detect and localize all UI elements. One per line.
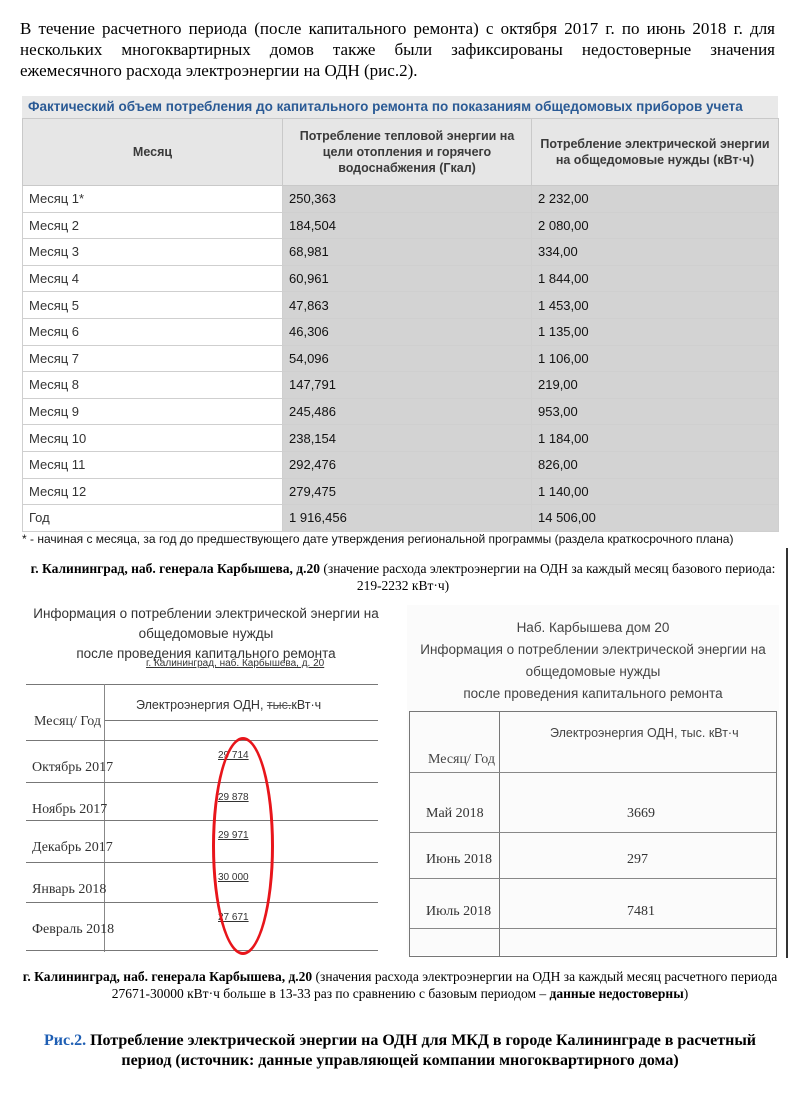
figure-label: Рис.2. xyxy=(43,1032,87,1049)
rule xyxy=(26,684,378,685)
doc-left-column-header xyxy=(136,698,321,712)
cell-electricity: 1 140,00 xyxy=(532,478,779,505)
table-row xyxy=(23,478,779,505)
cell-electricity: 2 232,00 xyxy=(532,186,779,213)
table-row xyxy=(23,505,779,532)
cell-electricity: 953,00 xyxy=(532,398,779,425)
doc-left-month: Ноябрь 2017 xyxy=(32,802,108,817)
doc-left-value: 29 878 xyxy=(218,792,249,803)
table-footnote: * - начиная с месяца, за год до предшествующего дате утверждения региональной программы (раздела краткосрочного плана) xyxy=(22,532,734,546)
row-rule xyxy=(26,782,378,783)
struck-text: тыс. xyxy=(266,698,292,712)
column-rule xyxy=(499,712,500,956)
doc-left-title-line2: после проведения капитального ремонта xyxy=(76,646,336,661)
row-rule xyxy=(410,832,776,833)
caption-address: г. Калининград, наб. генерала Карбышева, д.20 xyxy=(22,969,313,984)
doc-left-value: 29 971 xyxy=(218,830,249,841)
row-rule xyxy=(410,878,776,879)
cell-heat: 46,306 xyxy=(283,318,532,345)
doc-left-table xyxy=(26,684,378,954)
cell-heat: 60,961 xyxy=(283,265,532,292)
header-electricity: Потребление электрической энергии на общедомовые нужды (кВт·ч) xyxy=(532,119,779,186)
cell-heat: 250,363 xyxy=(283,186,532,213)
cell-month: Месяц 11 xyxy=(23,451,283,478)
cell-month: Месяц 3 xyxy=(23,239,283,266)
cell-month: Год xyxy=(23,505,283,532)
col-header-unit: кВт·ч xyxy=(291,698,322,712)
cell-heat: 147,791 xyxy=(283,372,532,399)
doc-right-title-line3: после проведения капитального ремонта xyxy=(463,686,723,701)
cell-electricity: 1 106,00 xyxy=(532,345,779,372)
cell-heat: 292,476 xyxy=(283,451,532,478)
doc-left-value: 27 671 xyxy=(218,912,249,923)
cell-month: Месяц 7 xyxy=(23,345,283,372)
consumption-table-before-repair xyxy=(22,96,778,532)
cell-month: Месяц 5 xyxy=(23,292,283,319)
row-rule xyxy=(26,862,378,863)
doc-right-title-line2: Информация о потреблении электрической энергии на общедомовые нужды xyxy=(420,642,766,679)
column-rule xyxy=(104,684,105,952)
consumption-table xyxy=(22,118,779,532)
table-row xyxy=(23,372,779,399)
row-rule xyxy=(26,820,378,821)
cell-heat: 279,475 xyxy=(283,478,532,505)
cell-electricity: 1 135,00 xyxy=(532,318,779,345)
red-highlight-oval xyxy=(212,737,274,955)
doc-right-title-line1: Наб. Карбышева дом 20 xyxy=(516,620,670,635)
doc-right-table xyxy=(409,711,777,957)
cell-month: Месяц 9 xyxy=(23,398,283,425)
col-header-text: Электроэнергия ОДН, xyxy=(136,698,267,712)
table-row xyxy=(23,265,779,292)
cell-electricity: 1 844,00 xyxy=(532,265,779,292)
table-row xyxy=(23,425,779,452)
cell-month: Месяц 4 xyxy=(23,265,283,292)
table-row xyxy=(23,398,779,425)
doc-left-value: 29 714 xyxy=(218,750,249,761)
header-heat: Потребление тепловой энергии на цели отопления и горячего водоснабжения (Гкал) xyxy=(283,119,532,186)
table-row xyxy=(23,318,779,345)
cell-electricity: 14 506,00 xyxy=(532,505,779,532)
caption-base-period xyxy=(18,560,788,594)
cell-month: Месяц 6 xyxy=(23,318,283,345)
caption-close: ) xyxy=(683,986,689,1001)
row-rule xyxy=(26,740,378,741)
scan-document-right xyxy=(407,605,779,955)
caption-calc-period xyxy=(22,968,778,1002)
doc-right-month: Июнь 2018 xyxy=(426,852,492,867)
table-row xyxy=(23,292,779,319)
divider xyxy=(786,548,788,958)
cell-heat: 184,504 xyxy=(283,212,532,239)
caption-text: (значения расхода электроэнергии на ОДН за каждый месяц расчетного периода 27671-30000 кВт·ч больше в 13-33 раз по сравнению с базовым периодом – xyxy=(111,969,778,1001)
table-title: Фактический объем потребления до капитального ремонта по показаниям общедомовых приборов учета xyxy=(22,96,778,118)
cell-month: Месяц 10 xyxy=(23,425,283,452)
doc-left-address: г. Калининград, наб. Карбышева, д. 20 xyxy=(146,658,325,669)
table-row xyxy=(23,451,779,478)
cell-electricity: 1 453,00 xyxy=(532,292,779,319)
cell-heat: 54,096 xyxy=(283,345,532,372)
doc-right-row-header: Месяц/ Год xyxy=(428,752,495,767)
cell-electricity: 1 184,00 xyxy=(532,425,779,452)
figure-caption xyxy=(22,1031,778,1071)
cell-heat: 1 916,456 xyxy=(283,505,532,532)
cell-month: Месяц 1* xyxy=(23,186,283,213)
caption-text: (значение расхода электроэнергии на ОДН за каждый месяц базового периода: 219-2232 кВт·ч) xyxy=(320,561,776,593)
doc-right-month: Май 2018 xyxy=(426,806,484,821)
table-row xyxy=(23,186,779,213)
table-row xyxy=(23,345,779,372)
row-rule xyxy=(26,902,378,903)
caption-conclusion: данные недостоверны xyxy=(549,986,684,1001)
cell-electricity: 2 080,00 xyxy=(532,212,779,239)
figure-caption-text: Потребление электрической энергии на ОДН для МКД в городе Калининграде в расчетный период (источник: данные управляющей компании многоквартирного дома) xyxy=(86,1032,757,1069)
table-row xyxy=(23,212,779,239)
cell-month: Месяц 12 xyxy=(23,478,283,505)
doc-left-month: Февраль 2018 xyxy=(32,922,115,937)
row-rule xyxy=(410,772,776,773)
cell-heat: 245,486 xyxy=(283,398,532,425)
doc-right-value: 3669 xyxy=(627,806,655,821)
cell-month: Месяц 8 xyxy=(23,372,283,399)
table-body xyxy=(23,186,779,532)
header-month: Месяц xyxy=(23,119,283,186)
doc-right-value: 297 xyxy=(627,852,648,867)
rule xyxy=(104,720,378,721)
doc-left-value: 30 000 xyxy=(218,872,249,883)
doc-left-month: Декабрь 2017 xyxy=(32,840,113,855)
cell-heat: 47,863 xyxy=(283,292,532,319)
doc-right-column-header: Электроэнергия ОДН, тыс. кВт·ч xyxy=(550,726,739,740)
doc-left-row-header: Месяц/ Год xyxy=(34,714,101,729)
doc-left-title xyxy=(26,604,386,664)
cell-month: Месяц 2 xyxy=(23,212,283,239)
cell-heat: 68,981 xyxy=(283,239,532,266)
cell-electricity: 219,00 xyxy=(532,372,779,399)
caption-address: г. Калининград, наб. генерала Карбышева, д.20 xyxy=(30,561,320,576)
doc-right-value: 7481 xyxy=(627,904,655,919)
doc-left-month: Октябрь 2017 xyxy=(32,760,114,775)
doc-right-month: Июль 2018 xyxy=(426,904,492,919)
doc-left-title-line1: Информация о потреблении электрической энергии на общедомовые нужды xyxy=(33,606,379,641)
doc-right-title xyxy=(407,617,779,705)
intro-paragraph: В течение расчетного периода (после капитального ремонта) с октября 2017 г. по июнь 2018 г. для нескольких многоквартирных домов также были зафиксированы недостоверные значения ежемесячного расхода электроэнергии на ОДН (рис.2). xyxy=(20,19,775,80)
doc-left-month: Январь 2018 xyxy=(32,882,107,897)
cell-electricity: 826,00 xyxy=(532,451,779,478)
table-row xyxy=(23,239,779,266)
row-rule xyxy=(26,950,378,951)
scan-document-left xyxy=(26,598,386,966)
cell-heat: 238,154 xyxy=(283,425,532,452)
cell-electricity: 334,00 xyxy=(532,239,779,266)
row-rule xyxy=(410,928,776,929)
